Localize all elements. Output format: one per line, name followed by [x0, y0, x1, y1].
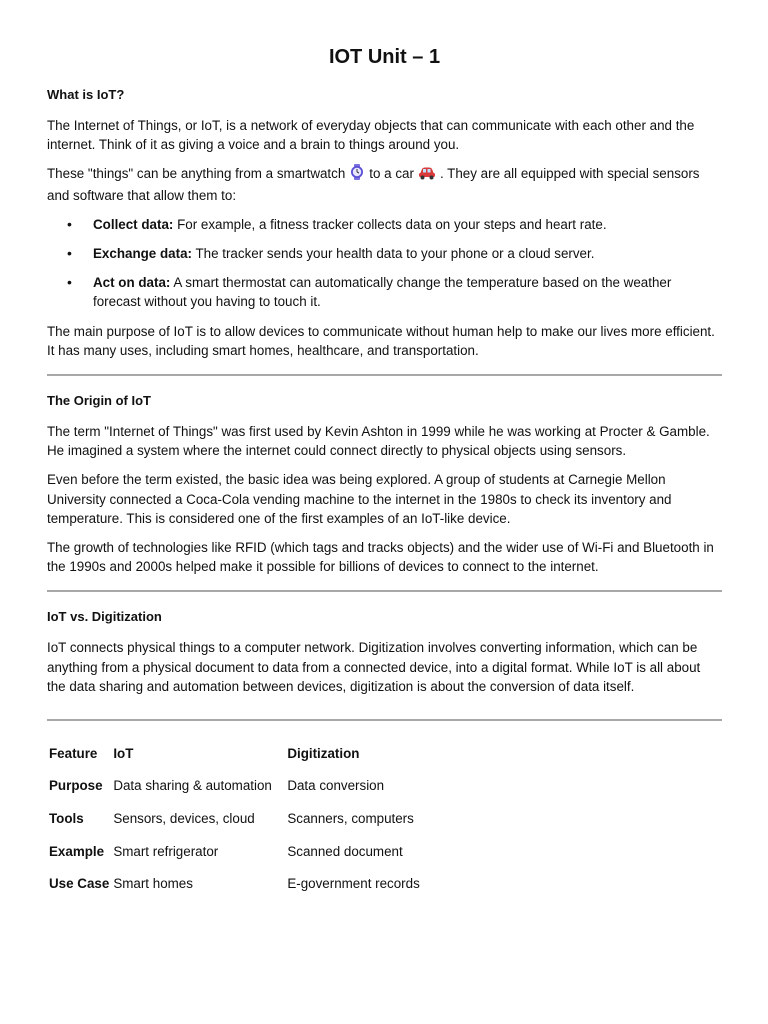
- list-item: [47, 215, 722, 234]
- comparison-table: [47, 737, 509, 900]
- table-cell: Sensors, devices, cloud: [113, 811, 255, 827]
- table-cell: E-government records: [287, 876, 420, 892]
- table-header-cell: Digitization: [287, 745, 360, 761]
- bullet-label: Act on data:: [93, 275, 171, 291]
- bullet-text: A smart thermostat can automatically change the temperature based on the weather forecast without you having to touch it.: [93, 275, 672, 310]
- table-cell: Data sharing & automation: [113, 778, 272, 794]
- table-header-row: [47, 737, 509, 770]
- list-item: [47, 244, 722, 263]
- table-row: [47, 867, 509, 900]
- paragraph-things: [47, 164, 722, 204]
- bullet-label: Exchange data:: [93, 246, 192, 262]
- table-cell: Scanners, computers: [287, 811, 414, 827]
- paragraph: The term "Internet of Things" was first used by Kevin Ashton in 1999 while he was working at Procter & Gamble. He imagined a system where the internet could connect directly to physical objects using sensors.: [47, 424, 710, 459]
- paragraph: IoT connects physical things to a computer network. Digitization involves converting information, which can be anything from a physical document to data from a connected device, into a digital format. While IoT is all about the data sharing and automation between devices, digitization is about the conversion of data itself.: [47, 640, 701, 694]
- list-item: [47, 273, 722, 311]
- paragraph: The growth of technologies like RFID (which tags and tracks objects) and the wider use of Wi-Fi and Bluetooth in the 1990s and 2000s helped make it possible for billions of devices to connect to the internet.: [47, 540, 714, 575]
- bullet-list: [47, 215, 722, 312]
- table-header-cell: IoT: [113, 745, 134, 761]
- text-fragment: These "things" can be anything from a smartwatch: [47, 166, 346, 182]
- bullet-label: Collect data:: [93, 216, 174, 232]
- table-cell: Scanned document: [287, 843, 403, 859]
- table-cell: Smart refrigerator: [113, 843, 219, 859]
- document-page: [47, 42, 722, 900]
- section-heading-origin: The Origin of IoT: [47, 393, 151, 409]
- paragraph: The Internet of Things, or IoT, is a network of everyday objects that can communicate with each other and the internet. Think of it as giving a voice and a brain to things around you.: [47, 118, 695, 153]
- table-cell: Example: [49, 843, 105, 859]
- paragraph: The main purpose of IoT is to allow devices to communicate without human help to make our lives more efficient. It has many uses, including smart homes, healthcare, and transportation.: [47, 323, 715, 358]
- bullet-text: The tracker sends your health data to your phone or a cloud server.: [191, 246, 595, 262]
- table-row: [47, 802, 509, 835]
- paragraph: Even before the term existed, the basic idea was being explored. A group of students at Carnegie Mellon University connected a Coca-Cola vending machine to the internet in the 1980s to check its inventory and temperature. This is considered one of the first examples of an IoT-like device.: [47, 472, 672, 526]
- table-header-cell: Feature: [49, 745, 98, 761]
- table-row: [47, 770, 509, 803]
- table-cell: Use Case: [49, 876, 110, 892]
- bullet-text: For example, a fitness tracker collects data on your steps and heart rate.: [173, 216, 607, 232]
- table-cell: Tools: [49, 811, 84, 827]
- text-fragment: . They are all equipped with special sensors and software that allow them to:: [47, 166, 700, 203]
- table-cell: Purpose: [49, 778, 103, 794]
- table-row: [47, 835, 509, 868]
- text-fragment: to a car: [369, 166, 414, 182]
- section-divider: [47, 374, 722, 376]
- section-heading-what-is-iot: What is IoT?: [47, 87, 125, 102]
- car-icon: [418, 166, 436, 185]
- page-title: IOT Unit – 1: [328, 46, 441, 68]
- watch-icon: [349, 164, 365, 185]
- table-cell: Data conversion: [287, 778, 385, 794]
- section-divider: [47, 590, 722, 592]
- section-heading-iot-vs-digitization: IoT vs. Digitization: [47, 609, 162, 625]
- section-divider: [47, 719, 722, 721]
- table-cell: Smart homes: [113, 876, 193, 892]
